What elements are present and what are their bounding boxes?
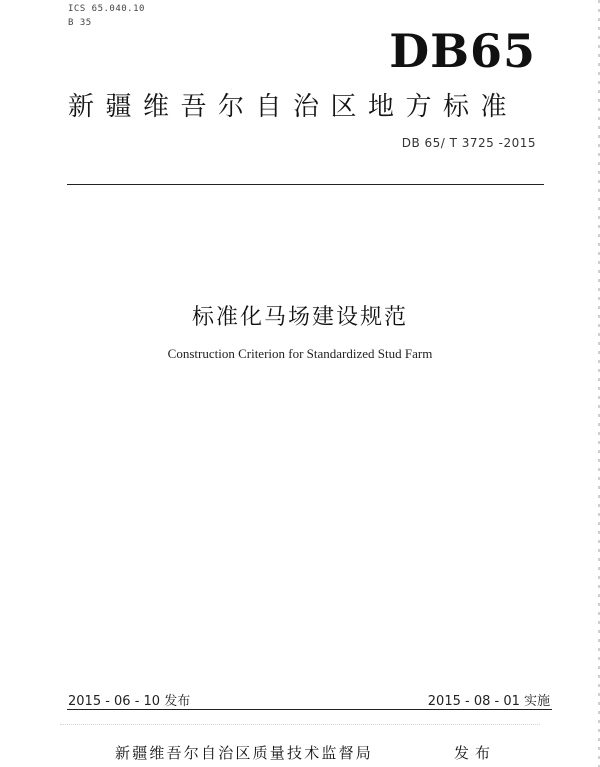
issuing-action: 发布 [454,744,497,762]
ccs-code: B 35 [68,18,92,28]
issue-date: 2015 - 06 - 10 发布 [68,694,191,709]
header-divider [67,184,544,185]
footer-divider [67,709,552,710]
standard-code-logo: DB65 [389,24,536,78]
issuing-authority: 新疆维吾尔自治区质量技术监督局 [115,744,374,762]
standard-number: DB 65/ T 3725 -2015 [401,136,536,150]
standard-category: 新疆维吾尔自治区地方标准 [68,92,519,122]
ics-code: ICS 65.040.10 [68,4,145,14]
document-title-en: Construction Criterion for Standardized Stud Farm [167,346,433,361]
implementation-date: 2015 - 08 - 01 实施 [427,694,550,709]
document-title-zh: 标准化马场建设规范 [191,305,408,330]
scan-noise [60,724,540,725]
